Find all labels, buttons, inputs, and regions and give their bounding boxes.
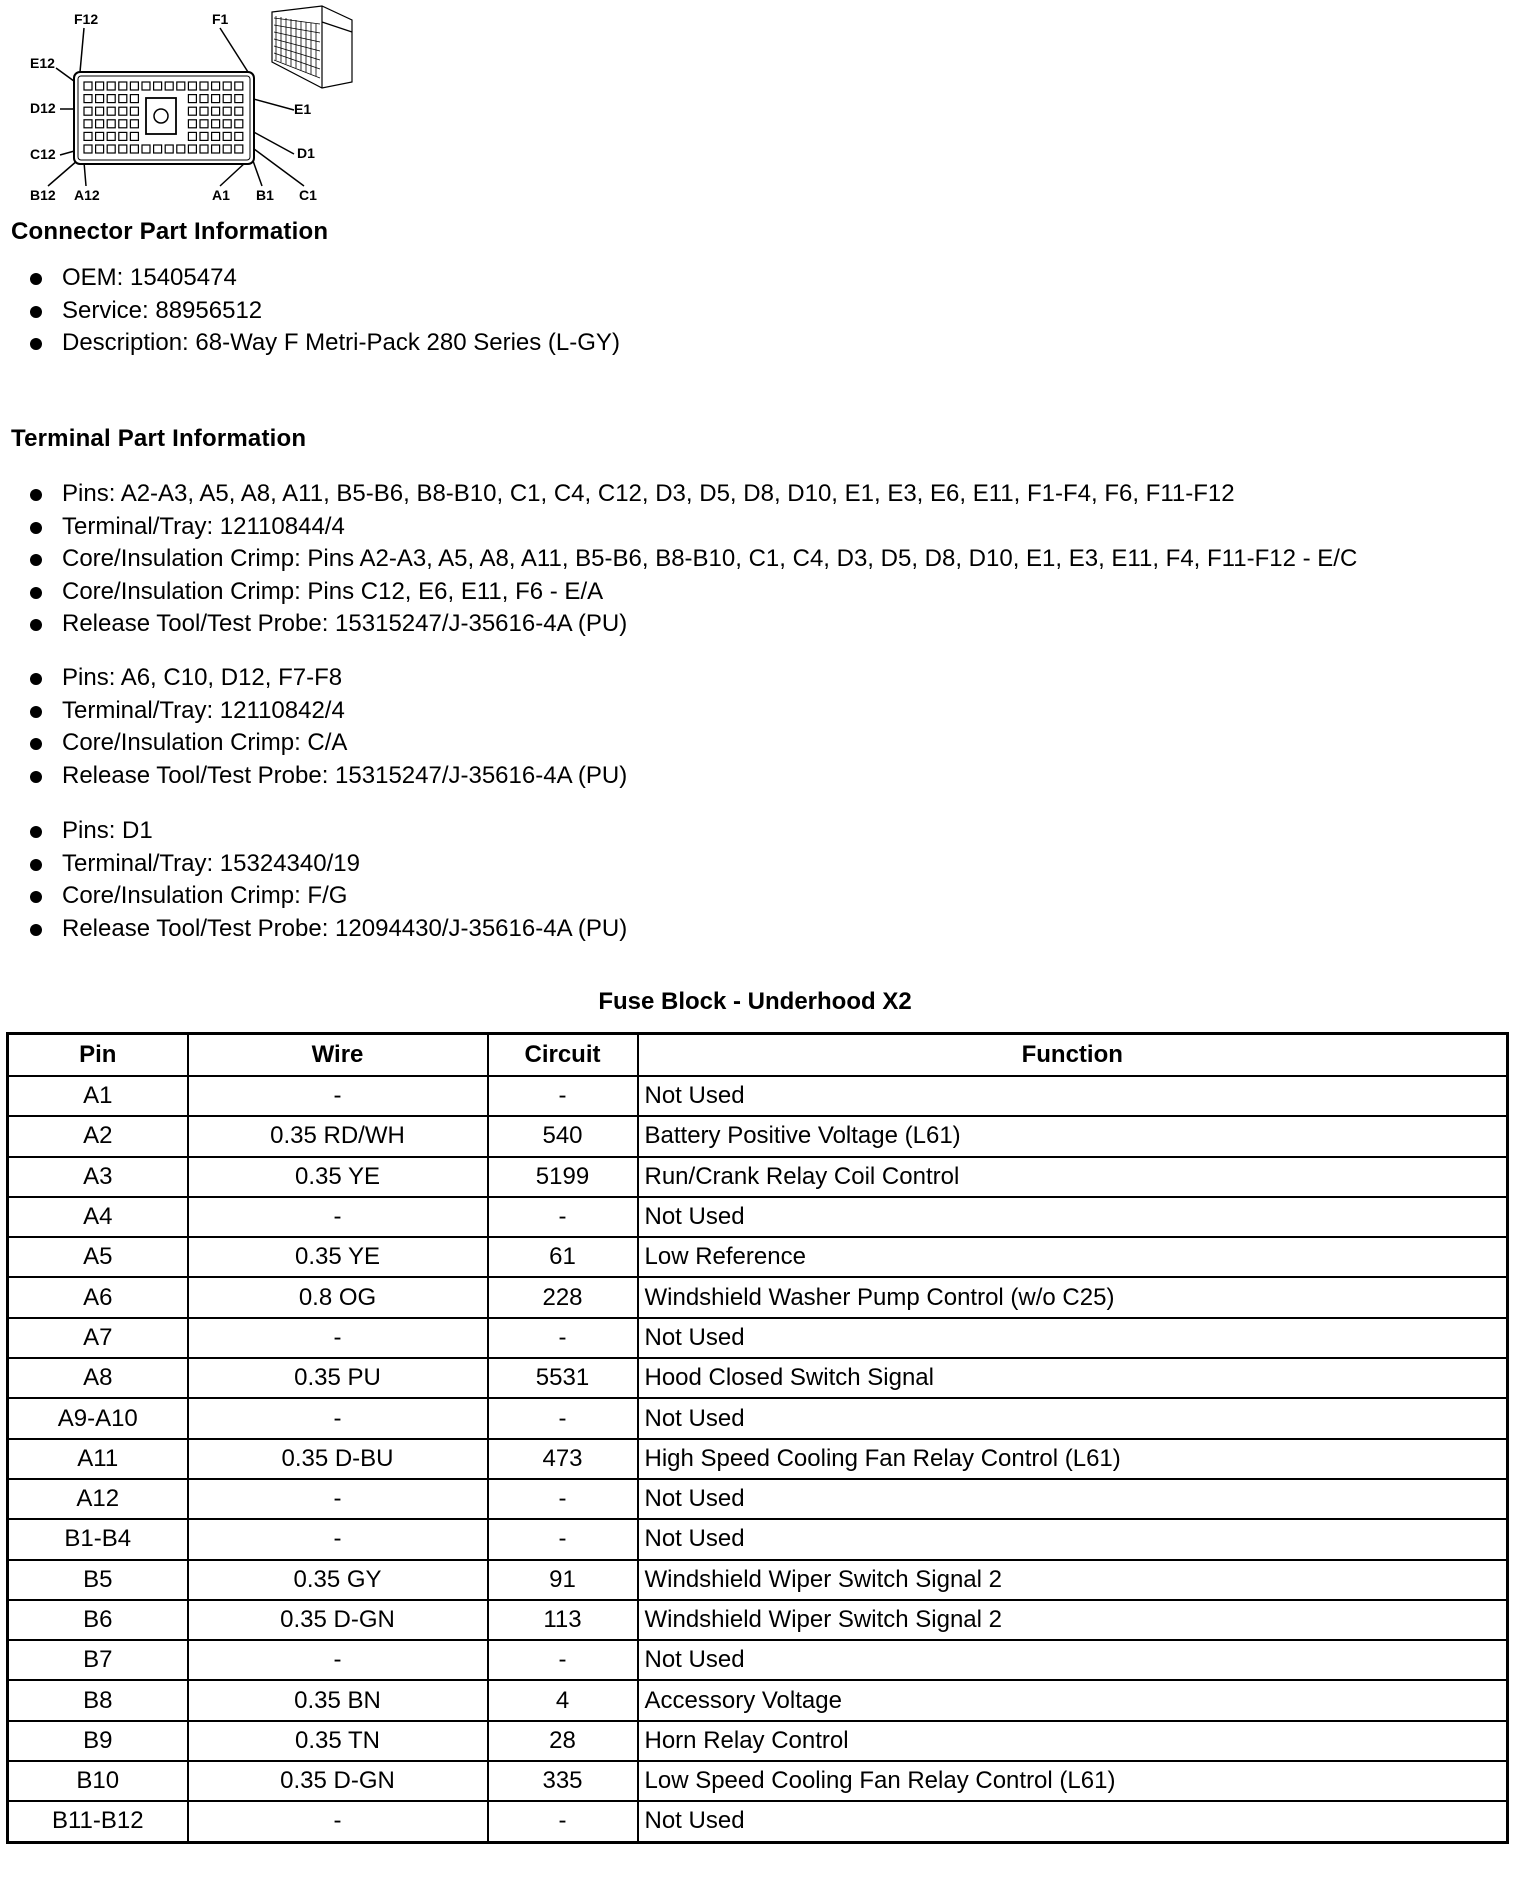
- cell-function: Windshield Washer Pump Control (w/o C25): [638, 1277, 1508, 1317]
- cell-circuit: 91: [488, 1560, 638, 1600]
- terminal-group-2: [0, 662, 627, 792]
- pin-cavity: [84, 82, 92, 90]
- pin-label-c1: C1: [299, 187, 317, 203]
- pin-cavity: [188, 132, 196, 140]
- list-item: Pins: A2-A3, A5, A8, A11, B5-B6, B8-B10, C1, C4, C12, D3, D5, D8, D10, E1, E3, E6, E11, F1-F4, F6, F11-F12: [0, 478, 1357, 511]
- cell-pin: B10: [8, 1761, 188, 1801]
- pin-cavity: [119, 95, 127, 103]
- pin-label-a1: A1: [212, 187, 230, 203]
- pin-cavity: [107, 120, 115, 128]
- table-row: [8, 1277, 1508, 1317]
- list-item: Terminal/Tray: 12110842/4: [0, 695, 627, 728]
- column-header-wire: Wire: [188, 1034, 488, 1077]
- pin-label-a12: A12: [74, 187, 100, 203]
- list-item: Terminal/Tray: 12110844/4: [0, 511, 1357, 544]
- pin-cavity: [107, 132, 115, 140]
- pin-cavity: [142, 145, 150, 153]
- pin-cavity: [119, 132, 127, 140]
- cell-pin: A2: [8, 1116, 188, 1156]
- pin-cavity: [130, 95, 138, 103]
- list-item: Release Tool/Test Probe: 15315247/J-35616-4A (PU): [0, 608, 1357, 641]
- list-item: Core/Insulation Crimp: Pins A2-A3, A5, A8, A11, B5-B6, B8-B10, C1, C4, D3, D5, D8, D10, E1, E3, E11, F4, F11-F12 - E/C: [0, 543, 1357, 576]
- cell-wire: 0.35 D-GN: [188, 1761, 488, 1801]
- cell-circuit: 473: [488, 1439, 638, 1479]
- pin-label-d12: D12: [30, 100, 56, 116]
- cell-pin: A5: [8, 1237, 188, 1277]
- pin-cavity: [212, 120, 220, 128]
- pin-cavity: [96, 82, 104, 90]
- cell-function: Horn Relay Control: [638, 1721, 1508, 1761]
- pin-cavity: [96, 132, 104, 140]
- pin-cavity: [107, 107, 115, 115]
- terminal-group-3: [0, 815, 627, 945]
- cell-circuit: -: [488, 1398, 638, 1438]
- connector-part-info-list: [0, 262, 620, 360]
- pin-cavity: [200, 95, 208, 103]
- cell-wire: 0.35 RD/WH: [188, 1116, 488, 1156]
- cell-circuit: -: [488, 1801, 638, 1842]
- pin-cavity: [154, 145, 162, 153]
- cell-pin: A11: [8, 1439, 188, 1479]
- pin-cavity: [130, 145, 138, 153]
- pin-cavity: [235, 107, 243, 115]
- cell-wire: 0.35 PU: [188, 1358, 488, 1398]
- pin-cavity: [212, 95, 220, 103]
- pin-cavity: [107, 145, 115, 153]
- table-row: [8, 1560, 1508, 1600]
- cell-circuit: -: [488, 1640, 638, 1680]
- pin-cavity: [130, 107, 138, 115]
- cell-circuit: 540: [488, 1116, 638, 1156]
- cell-wire: -: [188, 1398, 488, 1438]
- pin-cavity: [84, 145, 92, 153]
- pin-cavity: [223, 95, 231, 103]
- pin-label-b12: B12: [30, 187, 56, 203]
- cell-function: Low Speed Cooling Fan Relay Control (L61): [638, 1761, 1508, 1801]
- table-row: [8, 1519, 1508, 1559]
- pin-cavity: [84, 132, 92, 140]
- list-item: Pins: D1: [0, 815, 627, 848]
- cell-wire: 0.35 GY: [188, 1560, 488, 1600]
- pin-cavity: [130, 132, 138, 140]
- table-row: [8, 1801, 1508, 1842]
- table-row: [8, 1358, 1508, 1398]
- cell-pin: A3: [8, 1157, 188, 1197]
- cell-pin: B6: [8, 1600, 188, 1640]
- pin-cavity: [130, 120, 138, 128]
- table-row: [8, 1479, 1508, 1519]
- pin-cavity: [200, 120, 208, 128]
- pin-cavity: [200, 132, 208, 140]
- cell-wire: -: [188, 1801, 488, 1842]
- pin-cavity: [212, 82, 220, 90]
- column-header-pin: Pin: [8, 1034, 188, 1077]
- list-item: Core/Insulation Crimp: C/A: [0, 727, 627, 760]
- pin-cavity: [223, 120, 231, 128]
- pin-cavity: [235, 145, 243, 153]
- pin-cavity: [119, 82, 127, 90]
- pin-cavity: [130, 82, 138, 90]
- cell-wire: 0.35 TN: [188, 1721, 488, 1761]
- pin-cavity: [96, 95, 104, 103]
- pin-cavity: [119, 107, 127, 115]
- pin-cavity: [200, 145, 208, 153]
- list-item: Terminal/Tray: 15324340/19: [0, 848, 627, 881]
- cell-circuit: -: [488, 1479, 638, 1519]
- cell-function: Battery Positive Voltage (L61): [638, 1116, 1508, 1156]
- table-row: [8, 1640, 1508, 1680]
- cell-function: Not Used: [638, 1197, 1508, 1237]
- cell-function: Not Used: [638, 1519, 1508, 1559]
- cell-circuit: 335: [488, 1761, 638, 1801]
- cell-pin: A8: [8, 1358, 188, 1398]
- table-body: [8, 1076, 1508, 1842]
- pin-table: [6, 1032, 1509, 1844]
- pin-cavity: [235, 82, 243, 90]
- cell-function: Accessory Voltage: [638, 1680, 1508, 1720]
- cell-function: Not Used: [638, 1318, 1508, 1358]
- pin-cavity: [177, 82, 185, 90]
- cell-function: Not Used: [638, 1398, 1508, 1438]
- cell-pin: A12: [8, 1479, 188, 1519]
- cell-function: Not Used: [638, 1479, 1508, 1519]
- cell-pin: A7: [8, 1318, 188, 1358]
- cell-wire: 0.35 D-GN: [188, 1600, 488, 1640]
- cell-circuit: 28: [488, 1721, 638, 1761]
- pin-cavity: [235, 95, 243, 103]
- column-header-circuit: Circuit: [488, 1034, 638, 1077]
- connector-part-info-heading: Connector Part Information: [11, 218, 329, 245]
- cell-circuit: 228: [488, 1277, 638, 1317]
- list-item: Core/Insulation Crimp: Pins C12, E6, E11, F6 - E/A: [0, 576, 1357, 609]
- table-row: [8, 1761, 1508, 1801]
- pin-cavity: [188, 145, 196, 153]
- pin-cavity: [200, 107, 208, 115]
- table-row: [8, 1197, 1508, 1237]
- cell-wire: -: [188, 1640, 488, 1680]
- pin-cavity: [96, 107, 104, 115]
- pin-label-c12: C12: [30, 146, 56, 162]
- pin-cavity: [212, 145, 220, 153]
- list-item: Core/Insulation Crimp: F/G: [0, 880, 627, 913]
- cell-pin: B1-B4: [8, 1519, 188, 1559]
- pin-cavity: [119, 120, 127, 128]
- cell-circuit: 4: [488, 1680, 638, 1720]
- table-row: [8, 1318, 1508, 1358]
- cell-function: Hood Closed Switch Signal: [638, 1358, 1508, 1398]
- cell-circuit: -: [488, 1076, 638, 1116]
- cell-circuit: -: [488, 1519, 638, 1559]
- cell-wire: 0.35 YE: [188, 1237, 488, 1277]
- cell-pin: A9-A10: [8, 1398, 188, 1438]
- cell-function: Run/Crank Relay Coil Control: [638, 1157, 1508, 1197]
- cell-pin: B11-B12: [8, 1801, 188, 1842]
- list-item: Description: 68-Way F Metri-Pack 280 Series (L-GY): [0, 327, 620, 360]
- cell-wire: -: [188, 1479, 488, 1519]
- table-row: [8, 1680, 1508, 1720]
- pin-label-f1: F1: [212, 11, 229, 27]
- table-title: Fuse Block - Underhood X2: [598, 988, 912, 1015]
- pin-cavity: [177, 145, 185, 153]
- cell-pin: A1: [8, 1076, 188, 1116]
- pin-cavity: [84, 95, 92, 103]
- terminal-group-1: [0, 478, 1357, 641]
- pin-label-e1: E1: [294, 101, 312, 117]
- cell-wire: 0.35 YE: [188, 1157, 488, 1197]
- cell-circuit: -: [488, 1318, 638, 1358]
- column-header-function: Function: [638, 1034, 1508, 1077]
- pin-cavity: [107, 95, 115, 103]
- pin-cavity: [235, 132, 243, 140]
- pin-cavity: [188, 95, 196, 103]
- list-item: Release Tool/Test Probe: 12094430/J-35616-4A (PU): [0, 913, 627, 946]
- pin-cavity: [188, 120, 196, 128]
- pin-cavity: [96, 120, 104, 128]
- cell-pin: B8: [8, 1680, 188, 1720]
- pin-label-b1: B1: [256, 187, 274, 203]
- pin-label-d1: D1: [297, 145, 315, 161]
- list-item: Pins: A6, C10, D12, F7-F8: [0, 662, 627, 695]
- pin-cavity: [84, 107, 92, 115]
- table-row: [8, 1398, 1508, 1438]
- table-row: [8, 1721, 1508, 1761]
- cell-pin: A6: [8, 1277, 188, 1317]
- cell-function: High Speed Cooling Fan Relay Control (L61): [638, 1439, 1508, 1479]
- list-item: OEM: 15405474: [0, 262, 620, 295]
- pin-cavity: [200, 82, 208, 90]
- cell-function: Windshield Wiper Switch Signal 2: [638, 1600, 1508, 1640]
- cell-function: Not Used: [638, 1801, 1508, 1842]
- list-item: Service: 88956512: [0, 295, 620, 328]
- pin-cavity: [165, 145, 173, 153]
- table-row: [8, 1116, 1508, 1156]
- cell-function: Windshield Wiper Switch Signal 2: [638, 1560, 1508, 1600]
- connector-diagram: [22, 2, 362, 212]
- cell-wire: -: [188, 1197, 488, 1237]
- pin-cavity: [154, 82, 162, 90]
- pin-cavity: [188, 82, 196, 90]
- cell-wire: 0.8 OG: [188, 1277, 488, 1317]
- pin-cavity: [165, 82, 173, 90]
- pin-cavity: [188, 107, 196, 115]
- table-row: [8, 1157, 1508, 1197]
- pin-cavity: [223, 107, 231, 115]
- pin-cavity: [142, 82, 150, 90]
- cell-wire: -: [188, 1076, 488, 1116]
- table-row: [8, 1439, 1508, 1479]
- pin-cavity: [212, 132, 220, 140]
- cell-function: Not Used: [638, 1076, 1508, 1116]
- cell-circuit: 61: [488, 1237, 638, 1277]
- cell-pin: A4: [8, 1197, 188, 1237]
- pin-cavity: [96, 145, 104, 153]
- cell-function: Not Used: [638, 1640, 1508, 1680]
- cell-circuit: 5531: [488, 1358, 638, 1398]
- terminal-part-info-heading: Terminal Part Information: [11, 425, 307, 452]
- table-row: [8, 1600, 1508, 1640]
- pin-cavity: [84, 120, 92, 128]
- cell-pin: B7: [8, 1640, 188, 1680]
- cell-pin: B5: [8, 1560, 188, 1600]
- pin-cavity: [235, 120, 243, 128]
- table-row: [8, 1076, 1508, 1116]
- list-item: Release Tool/Test Probe: 15315247/J-35616-4A (PU): [0, 760, 627, 793]
- pin-cavity: [223, 145, 231, 153]
- pin-cavity: [107, 82, 115, 90]
- cell-wire: -: [188, 1318, 488, 1358]
- cell-circuit: -: [488, 1197, 638, 1237]
- pin-label-e12: E12: [30, 55, 55, 71]
- cell-pin: B9: [8, 1721, 188, 1761]
- pin-cavity: [223, 132, 231, 140]
- pin-cavity: [119, 145, 127, 153]
- table-row: [8, 1237, 1508, 1277]
- pin-cavity: [223, 82, 231, 90]
- cell-wire: 0.35 D-BU: [188, 1439, 488, 1479]
- cell-circuit: 113: [488, 1600, 638, 1640]
- pin-cavity: [212, 107, 220, 115]
- table-header-row: [8, 1034, 1508, 1077]
- cell-wire: 0.35 BN: [188, 1680, 488, 1720]
- cell-circuit: 5199: [488, 1157, 638, 1197]
- cell-wire: -: [188, 1519, 488, 1559]
- cell-function: Low Reference: [638, 1237, 1508, 1277]
- pin-label-f12: F12: [74, 11, 99, 27]
